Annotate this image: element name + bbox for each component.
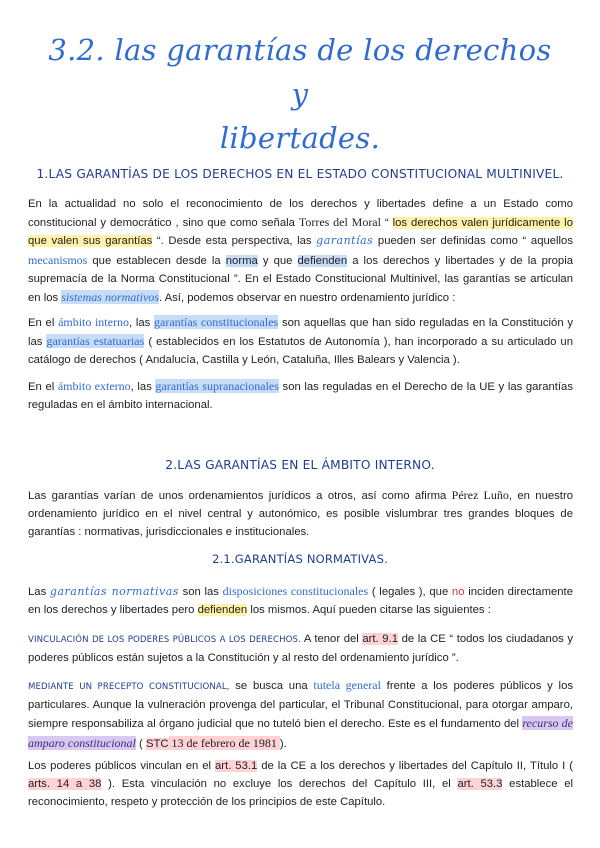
text-run: son las reguladas en el Derecho de la UE y las garantías reguladas en el ámbito internacional.: [28, 381, 573, 412]
author-name: Pérez Luño: [451, 488, 509, 502]
author-name: Torres del Moral: [298, 215, 381, 230]
text-run: establece el reconocimiento, respeto y protección de los principios de este Capítulo.: [28, 778, 574, 809]
text-run: (: [135, 737, 146, 750]
highlighted-stc: STC: [145, 737, 169, 750]
text-run: ). Esta vinculación no excluye los derechos del Capítulo III, el: [101, 778, 458, 791]
highlighted-article: art. 53.1: [215, 760, 258, 772]
text-run: son las: [178, 586, 223, 598]
section2-paragraph5: [28, 757, 573, 812]
section2-paragraph3: [28, 630, 573, 667]
section2-paragraph4: [28, 676, 573, 753]
highlighted-date: 13 de febrero de 1981: [168, 735, 280, 750]
highlighted-quote: los derechos valen jurídicamente lo que valen sus garantías: [28, 217, 573, 248]
text-run: “. Desde esta perspectiva, las: [152, 235, 317, 248]
term-ambito-interno: ámbito interno: [58, 315, 129, 329]
text-run: que establecen desde la: [87, 254, 226, 267]
handwritten-term: garantías: [316, 234, 374, 248]
text-run: a los derechos y libertades y de la propia supremacía de la Norma Constitucional ”. En el Estado Constitucional Multinivel, las garantías se articulan en los: [28, 254, 573, 305]
text-run: pueden ser definidas como “ aquellos: [373, 235, 573, 248]
highlighted-defienden: defienden: [197, 604, 248, 617]
text-run: frente a los poderes públicos y los particulares. Aunque la vulneración provenga del particular, el Tribunal Constitucional, para otorgar amparo, siempre responsabiliza al órgano judicial que no tuteló bien el derecho. Este es el fundamento del: [28, 680, 573, 731]
text-run: Las: [28, 586, 50, 598]
term-disposiciones-constitucionales: disposiciones constitucionales: [222, 584, 369, 598]
handwritten-term: garantías normativas: [49, 585, 179, 598]
text-run: y que: [257, 254, 298, 267]
term-ambito-externo: ámbito externo: [57, 379, 131, 393]
highlighted-sistemas-normativos: sistemas normativos: [61, 290, 159, 305]
section1-paragraph1: [28, 195, 573, 307]
lead-heading: VINCULACIÓN DE LOS PODERES PÚBLICOS A LOS DERECHOS.: [28, 635, 301, 645]
highlighted-defienden: defienden: [297, 254, 348, 267]
text-run: Los poderes públicos vinculan en el: [28, 760, 216, 772]
text-run: En el: [28, 317, 59, 329]
text-run: ).: [279, 737, 287, 750]
highlighted-article: art. 9.1: [362, 633, 398, 645]
highlighted-article: art. 53.3: [457, 778, 503, 791]
highlighted-norma: norma: [225, 254, 258, 267]
text-run: , las: [128, 317, 154, 329]
section1-heading: 1.LAS GARANTÍAS DE LOS DERECHOS EN EL ESTADO CONSTITUCIONAL MULTINIVEL.: [36, 167, 564, 181]
subsection-heading: 2.1.GARANTÍAS NORMATIVAS.: [212, 552, 388, 566]
page-title-line2: libertades.: [219, 121, 381, 155]
page-title-line1: 3.2. las garantías de los derechos y: [48, 33, 552, 111]
text-run: se busca una: [229, 680, 314, 692]
text-run: “: [380, 217, 393, 230]
text-run: , en nuestro ordenamiento jurídico en el nivel central y autonómico, es posible vislumbrar tres grandes bloques de garantías : normativas, jurisdiccionales e institucionales.: [28, 490, 573, 539]
section2-paragraph1: [28, 486, 573, 542]
section1-paragraph2: [28, 313, 573, 370]
text-run: de la CE “ todos los ciudadanos y poderes públicos están sujetos a la Constitución y al resto del ordenamiento jurídico ”.: [28, 633, 574, 665]
text-run: , las: [130, 381, 156, 393]
text-run: A tenor del: [300, 633, 363, 645]
highlighted-recurso-de-amparo: recurso de amparo constitucional: [28, 716, 573, 750]
lead-heading: MEDIANTE UN PRECEPTO CONSTITUCIONAL,: [28, 682, 230, 692]
highlighted-articles: arts. 14 a 38: [28, 778, 102, 791]
text-run: son aquellas que han sido reguladas en la Constitución y las: [28, 317, 573, 349]
text-run: ( legales ), que: [368, 586, 452, 598]
term-tutela-general: tutela general: [313, 678, 381, 692]
page-title: [40, 28, 560, 160]
text-run: En el: [28, 381, 58, 393]
text-run: En la actualidad no solo el reconocimiento de los derechos y libertades define a un Estado como constitucional y democrático , sino que como señala: [28, 198, 573, 230]
red-term-no: no: [451, 586, 465, 598]
highlighted-garantias-estatuarias: garantías estatuarias: [46, 334, 145, 349]
section2-heading: 2.LAS GARANTÍAS EN EL ÁMBITO INTERNO.: [165, 458, 435, 472]
text-run: Las garantías varían de unos ordenamientos jurídicos a otros, así como afirma: [28, 490, 452, 502]
text-run: de la CE a los derechos y libertades del Capítulo II, Título I (: [257, 760, 574, 772]
highlighted-garantias-supranacionales: garantías supranacionales: [155, 379, 279, 393]
text-run: inciden directamente en los derechos y libertades pero: [28, 586, 573, 617]
highlighted-garantias-constitucionales: garantías constitucionales: [154, 315, 279, 329]
section1-paragraph3: [28, 377, 573, 414]
section2-paragraph2: [28, 582, 573, 619]
text-run: ( establecidos en los Estatutos de Autonomía ), han incorporado a su articulado un catálogo de derechos ( Andalucía, Castilla y León, Cataluña, Illes Balears y Valencia ).: [28, 336, 573, 367]
text-run: . Así, podemos observar en nuestro ordenamiento jurídico :: [158, 292, 456, 305]
term-mecanismos: mecanismos: [28, 252, 88, 267]
text-run: los mismos. Aquí pueden citarse las siguientes :: [247, 604, 491, 617]
